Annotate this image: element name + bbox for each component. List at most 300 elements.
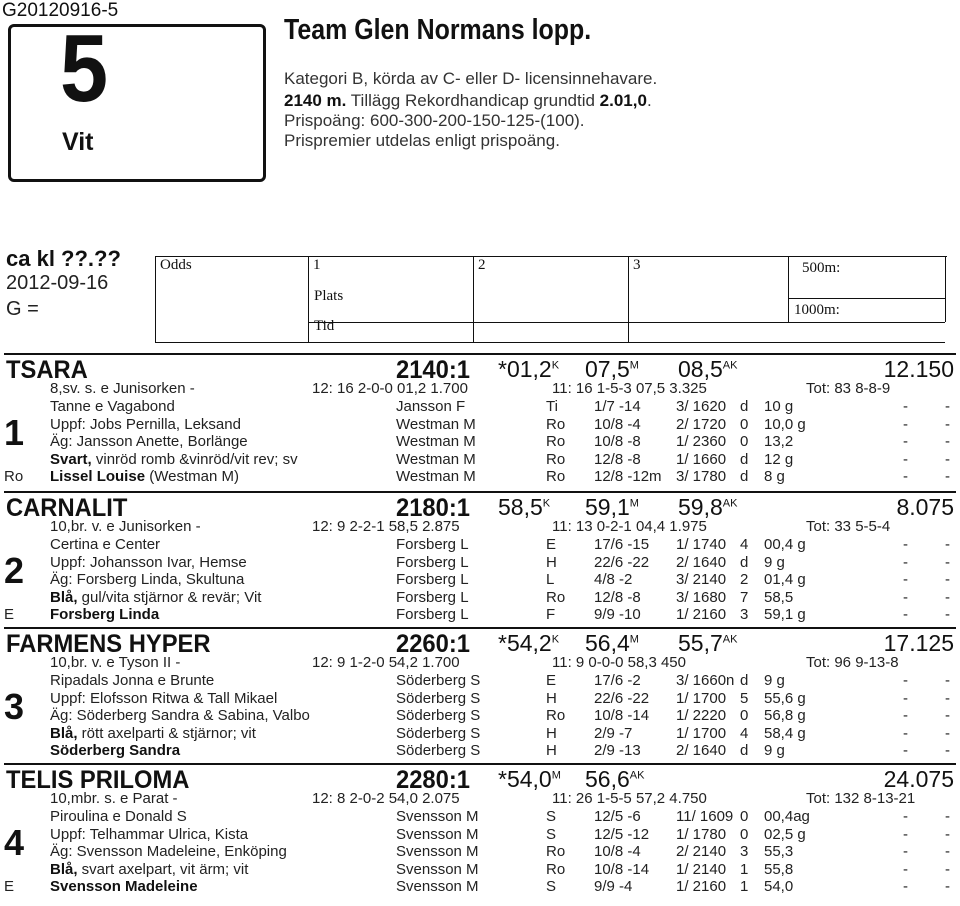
start-odds: - [903,433,908,450]
start-placing: 2/ 1720 [676,415,727,433]
start-track: H [546,724,557,742]
place-2-label: 2 [478,257,486,273]
record-type: K [551,633,560,646]
post-position: 4 [4,822,25,863]
start-shoe: 5 [740,689,749,707]
horse-divider [4,353,956,355]
start-shoe: d [740,468,749,485]
record-type: M [629,359,639,372]
start-race: 10/8 -4 [594,415,641,433]
start-time: 01,4 g [764,571,806,588]
horse-distance: 2280:1 [396,766,470,794]
start-prize: - [945,707,950,724]
record-type: AK [629,769,645,782]
start-track: Ro [546,415,566,433]
start-driver: Svensson M [396,825,479,843]
horse-detail-text [50,878,198,895]
start-race: 9/9 -10 [594,606,641,623]
horse-distance: 2180:1 [396,494,470,522]
start-shoe: 4 [740,724,749,742]
detail-text: gul/vita stjärnor & revär; Vit [77,588,262,606]
record-type: M [629,497,639,510]
start-prize: - [945,606,950,623]
start-track: Ro [546,843,566,860]
start-prize: - [945,536,950,553]
start-odds: - [903,860,908,878]
detail-bold: Blå, [50,724,78,742]
horse-detail-text [50,451,298,468]
start-prize: - [945,672,950,689]
horse-record [585,356,639,383]
race-info-segment: 2140 m. [284,91,347,110]
detail-text: Uppf: Telhammar Ulrica, Kista [50,825,249,843]
start-shoe: d [740,742,749,759]
race-info-segment: Prispremier utdelas enligt prispoäng. [284,131,560,150]
start-driver: Forsberg L [396,588,469,606]
horse-detail-text [50,826,248,843]
start-time: 55,6 g [764,689,806,707]
stats-total: Tot: 83 8-8-9 [806,380,891,397]
detail-text: Uppf: Jobs Pernilla, Leksand [50,415,241,433]
detail-text: Tanne e Vagabond [50,398,175,415]
detail-text: Certina e Center [50,536,161,553]
start-odds: - [903,843,908,860]
start-odds: - [903,707,908,724]
horse-description: 8,sv. s. e Junisorken - [50,380,195,397]
detail-text: Uppf: Johansson Ivar, Hemse [50,553,247,571]
horse-detail-text [50,606,159,623]
start-driver: Söderberg S [396,707,481,724]
start-shoe: 3 [740,606,749,623]
start-shoe: 4 [740,536,749,553]
start-prize: - [945,415,950,433]
start-time: 00,4 g [764,536,806,553]
record-time: 08,5 [678,356,723,382]
detail-bold: Svensson Madeleine [50,878,198,895]
horse-record [678,630,737,657]
record-type: K [542,497,551,510]
start-prize: - [945,878,950,895]
start-prize: - [945,468,950,485]
start-placing: 1/ 2160 [676,878,727,895]
start-time: 59,1 g [764,606,806,623]
horse-detail-text [50,672,214,689]
start-race: 17/6 -15 [594,536,650,553]
horse-record [678,494,737,521]
start-driver: Forsberg L [396,553,469,571]
start-shoe: 1 [740,860,749,878]
horse-divider [4,627,956,629]
horse-record [498,494,550,521]
race-date: 2012-09-16 [6,272,109,294]
record-time: *54,2 [498,630,552,656]
start-prize: - [945,588,950,606]
stats-total: Tot: 96 9-13-8 [806,654,899,671]
start-placing: 1/ 1660 [676,450,727,468]
record-time: *54,0 [498,766,552,792]
start-shoe: 3 [740,843,749,860]
start-placing: 2/ 1640 [676,742,727,759]
record-type: AK [722,359,738,372]
start-time: 12 g [764,450,794,468]
race-number-box [8,24,266,182]
horse-distance: 2140:1 [396,356,470,384]
split-1000m-label: 1000m: [794,302,840,318]
race-title: Team Glen Normans lopp. [284,14,592,46]
start-odds: - [903,415,908,433]
start-race: 2/9 -7 [594,724,633,742]
start-placing: 1/ 2140 [676,860,727,878]
start-placing: 3/ 2140 [676,571,727,588]
start-driver: Svensson M [396,860,479,878]
record-time: 59,1 [585,494,630,520]
horse-detail-text [50,742,180,759]
detail-text: vinröd romb &vinröd/vit rev; sv [91,450,298,468]
horse-record [585,766,644,793]
detail-text: rött axelparti & stjärnor; vit [77,724,256,742]
post-position: 3 [4,686,25,727]
start-track: E [546,672,557,689]
stats-total: Tot: 33 5-5-4 [806,518,891,535]
start-driver: Westman M [396,415,476,433]
start-driver: Svensson M [396,878,479,895]
horse-divider [4,491,956,493]
start-prize: - [945,398,950,415]
race-info-line [284,131,560,151]
start-time: 10,0 g [764,415,806,433]
race-info-segment: Prispoäng: 600-300-200-150-125-(100). [284,111,585,130]
record-time: 07,5 [585,356,630,382]
start-shoe: d [740,672,749,689]
start-track: S [546,878,557,895]
start-time: ca kl ??.?? [6,246,121,271]
start-driver: Svensson M [396,808,479,825]
start-time: 9 g [764,742,785,759]
start-driver: Söderberg S [396,724,481,742]
start-track: L [546,571,555,588]
horse-record [585,494,639,521]
detail-text: Uppf: Elofsson Ritwa & Tall Mikael [50,689,278,707]
detail-text: Äg: Söderberg Sandra & Sabina, Valbo [50,707,310,724]
horse-money: 24.075 [883,766,954,792]
start-time: 9 g [764,553,785,571]
start-track: E [546,536,557,553]
horse-name: FARMENS HYPER [6,630,211,658]
start-race: 17/6 -2 [594,672,641,689]
record-type: AK [722,497,738,510]
start-time: 00,4ag [764,808,810,825]
start-odds: - [903,553,908,571]
start-prize: - [945,860,950,878]
start-time: 58,4 g [764,724,806,742]
start-odds: - [903,606,908,623]
horse-detail-text [50,861,248,878]
horse-record [585,630,639,657]
horse-detail-text [50,843,287,860]
start-driver: Söderberg S [396,689,481,707]
plats-label: Plats [314,288,344,304]
start-track: Ti [546,398,558,415]
stats-2011: 11: 13 0-2-1 04,4 1.975 [552,518,707,535]
horse-detail-text [50,808,187,825]
start-time: 55,3 [764,843,794,860]
start-odds: - [903,468,908,485]
start-placing: 1/ 1700 [676,724,727,742]
start-placing: 1/ 2220 [676,707,727,724]
start-placing: 3/ 1620 [676,398,727,415]
horse-record [498,356,559,383]
detail-text: Äg: Svensson Madeleine, Enköping [50,843,287,860]
place-3-label: 3 [633,257,641,273]
race-info-line [284,91,652,111]
start-race: 10/8 -4 [594,843,641,860]
start-placing: 1/ 1740 [676,536,727,553]
horse-divider [4,763,956,765]
stats-2011: 11: 9 0-0-0 58,3 450 [552,654,686,671]
start-prize: - [945,825,950,843]
start-odds: - [903,878,908,895]
start-driver: Jansson F [396,398,466,415]
horse-record [678,356,737,383]
record-time: 56,4 [585,630,630,656]
start-prize: - [945,450,950,468]
start-placing: 11/ 1609 [676,808,734,825]
race-number: 5 [60,15,109,122]
start-time: 9 g [764,672,785,689]
start-shoe: d [740,398,749,415]
horse-detail-text [50,433,248,450]
start-race: 10/8 -8 [594,433,641,450]
start-race: 12/8 -12m [594,468,662,485]
start-track: Ro [546,433,566,450]
horse-detail-text [50,725,256,742]
post-position: 2 [4,550,25,591]
horse-name: TSARA [6,356,88,384]
race-info-segment: . [646,91,652,110]
start-race: 22/6 -22 [594,689,650,707]
driver-prefix: Ro [4,468,24,485]
start-driver: Westman M [396,468,476,485]
start-race: 2/9 -13 [594,742,641,759]
horse-money: 8.075 [896,494,954,520]
start-placing: 3/ 1780 [676,468,727,485]
horse-detail-text [50,554,247,571]
start-odds: - [903,689,908,707]
horse-description: 10,br. v. e Tyson II - [50,654,181,671]
horse-distance: 2260:1 [396,630,470,658]
race-info-segment: 2.01,0 [599,91,647,110]
horse-detail-text [50,468,239,485]
stats-total: Tot: 132 8-13-21 [806,790,916,807]
start-time: 13,2 [764,433,794,450]
g-label: G = [6,298,39,320]
start-prize: - [945,843,950,860]
detail-text: Ripadals Jonna e Brunte [50,672,215,689]
detail-bold: Söderberg Sandra [50,742,181,759]
start-placing: 3/ 1660n [676,672,735,689]
start-track: S [546,808,557,825]
horse-detail-text [50,690,277,707]
start-driver: Söderberg S [396,672,481,689]
detail-bold: Svart, [50,450,92,468]
record-time: 55,7 [678,630,723,656]
horse-detail-text [50,571,244,588]
start-time: 02,5 g [764,825,806,843]
start-placing: 3/ 1680 [676,588,727,606]
race-info-segment: Tillägg Rekordhandicap grundtid [346,91,600,110]
stats-2011: 11: 26 1-5-5 57,2 4.750 [552,790,707,807]
horse-detail-text [50,707,310,724]
tid-label: Tid [314,318,335,334]
record-type: M [629,633,639,646]
detail-text: svart axelpart, vit ärm; vit [77,860,249,878]
start-odds: - [903,398,908,415]
start-track: Ro [546,450,566,468]
record-type: K [551,359,560,372]
start-prize: - [945,808,950,825]
record-type: M [551,769,561,782]
start-driver: Svensson M [396,843,479,860]
start-driver: Westman M [396,433,476,450]
start-track: H [546,553,557,571]
horse-record [498,630,559,657]
stats-2012: 12: 8 2-0-2 54,0 2.075 [312,790,460,807]
race-info-line [284,111,585,131]
start-odds: - [903,808,908,825]
start-shoe: d [740,450,749,468]
start-time: 56,8 g [764,707,806,724]
record-time: 58,5 [498,494,543,520]
race-id: G20120916-5 [2,0,119,21]
start-driver: Söderberg S [396,742,481,759]
driver-prefix: E [4,606,15,623]
start-track: S [546,825,557,843]
stats-2012: 12: 9 2-2-1 58,5 2.875 [312,518,460,535]
start-odds: - [903,742,908,759]
start-prize: - [945,571,950,588]
start-placing: 1/ 2160 [676,606,727,623]
start-driver: Forsberg L [396,536,469,553]
race-info-line [284,69,657,89]
start-race: 1/7 -14 [594,398,641,415]
horse-name: TELIS PRILOMA [6,766,190,794]
start-track: Ro [546,860,566,878]
start-driver: Forsberg L [396,571,469,588]
start-race: 9/9 -4 [594,878,633,895]
start-track: Ro [546,707,566,724]
start-race: 12/8 -8 [594,450,641,468]
odds-label: Odds [160,257,192,273]
start-time: 10 g [764,398,794,415]
detail-bold: Blå, [50,588,78,606]
start-shoe: 2 [740,571,749,588]
horse-detail-text [50,416,241,433]
start-race: 12/5 -6 [594,808,641,825]
split-500m-label: 500m: [802,260,841,276]
start-track: Ro [546,468,566,485]
horse-description: 10,br. v. e Junisorken - [50,518,201,535]
start-race: 10/8 -14 [594,707,650,724]
horse-record [498,766,561,793]
start-prize: - [945,553,950,571]
start-shoe: 1 [740,878,749,895]
detail-bold: Forsberg Linda [50,606,160,623]
start-placing: 2/ 1640 [676,553,727,571]
start-shoe: 0 [740,707,749,724]
start-time: 55,8 [764,860,794,878]
start-placing: 1/ 2360 [676,433,727,450]
start-race: 22/6 -22 [594,553,650,571]
stats-2011: 11: 16 1-5-3 07,5 3.325 [552,380,707,397]
horse-description: 10,mbr. s. e Parat - [50,790,178,807]
record-type: AK [722,633,738,646]
start-prize: - [945,742,950,759]
detail-bold: Blå, [50,860,78,878]
start-odds: - [903,825,908,843]
start-odds: - [903,672,908,689]
record-time: 59,8 [678,494,723,520]
race-info-segment: Kategori B, körda av C- eller D- licensinnehavare. [284,69,658,88]
start-odds: - [903,536,908,553]
stats-2012: 12: 16 2-0-0 01,2 1.700 [312,380,468,397]
start-shoe: 0 [740,825,749,843]
detail-bold: Lissel Louise [50,468,146,485]
horse-detail-text [50,398,175,415]
post-position: 1 [4,412,25,453]
driver-prefix: E [4,878,15,895]
start-shoe: d [740,553,749,571]
detail-text: (Westman M) [145,468,239,485]
start-driver: Westman M [396,450,476,468]
place-1-label: 1 [313,257,321,273]
horse-detail-text [50,536,160,553]
start-placing: 1/ 1780 [676,825,727,843]
start-race: 10/8 -14 [594,860,650,878]
horse-money: 12.150 [883,356,954,382]
start-time: 8 g [764,468,785,485]
detail-text: Äg: Jansson Anette, Borlänge [50,433,248,450]
start-track: H [546,689,557,707]
start-race: 12/5 -12 [594,825,650,843]
start-driver: Forsberg L [396,606,469,623]
start-shoe: 0 [740,433,749,450]
stats-2012: 12: 9 1-2-0 54,2 1.700 [312,654,460,671]
start-prize: - [945,433,950,450]
race-color: Vit [62,128,94,156]
start-odds: - [903,571,908,588]
start-shoe: 0 [740,415,749,433]
start-prize: - [945,724,950,742]
start-odds: - [903,588,908,606]
horse-money: 17.125 [883,630,954,656]
start-track: H [546,742,557,759]
start-time: 54,0 [764,878,794,895]
record-time: *01,2 [498,356,552,382]
detail-text: Äg: Forsberg Linda, Skultuna [50,571,245,588]
start-track: Ro [546,588,566,606]
record-time: 56,6 [585,766,630,792]
start-placing: 1/ 1700 [676,689,727,707]
start-time: 58,5 [764,588,794,606]
start-odds: - [903,450,908,468]
start-race: 12/8 -8 [594,588,641,606]
horse-detail-text [50,589,261,606]
start-prize: - [945,689,950,707]
start-odds: - [903,724,908,742]
start-shoe: 0 [740,808,749,825]
start-shoe: 7 [740,588,749,606]
detail-text: Piroulina e Donald S [50,808,187,825]
